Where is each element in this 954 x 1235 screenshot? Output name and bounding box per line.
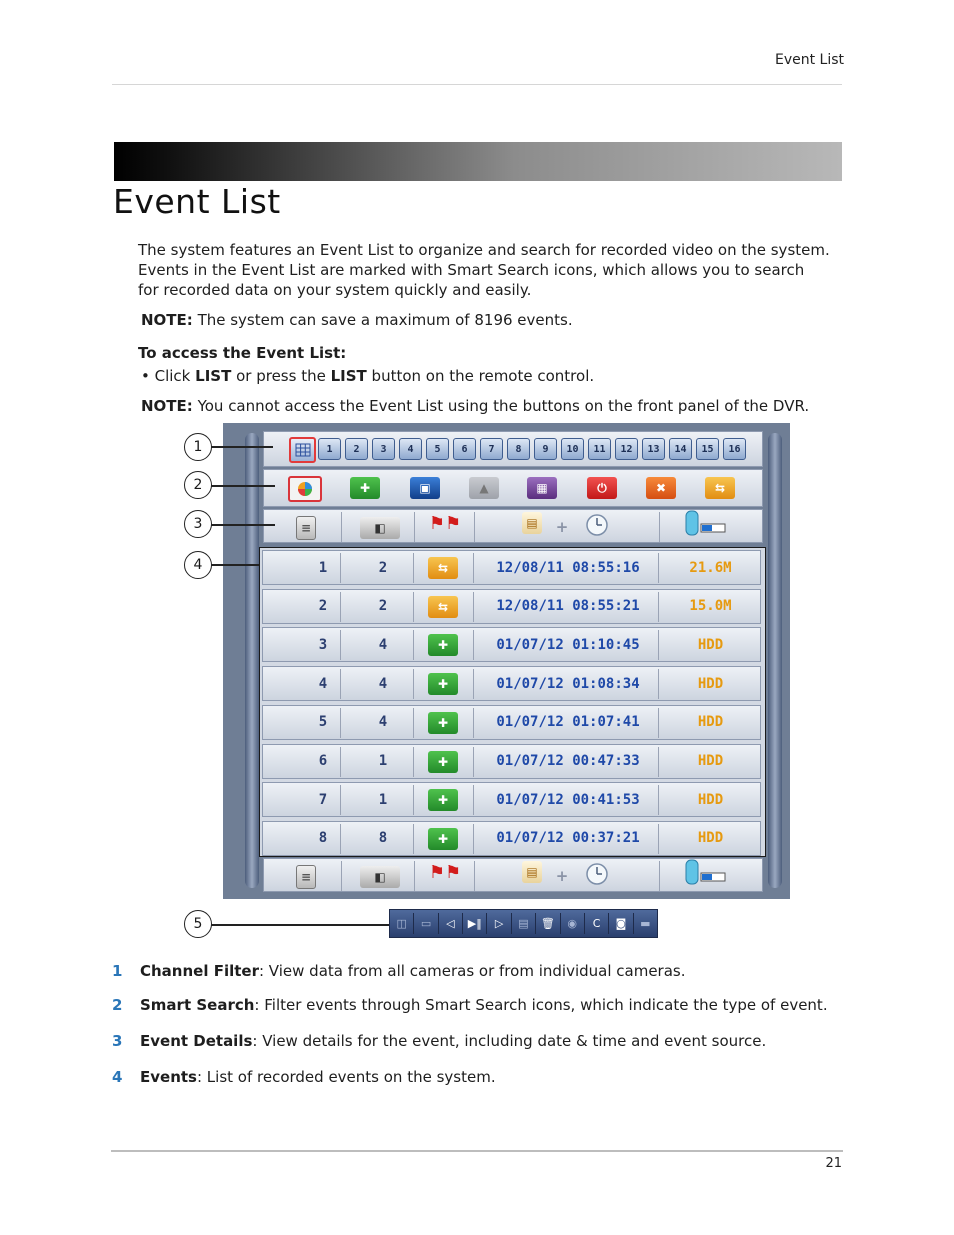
event-number: 5 xyxy=(318,714,328,731)
channel-button-14[interactable]: 14 xyxy=(669,438,692,460)
left-rail xyxy=(245,433,259,888)
event-channel: 2 xyxy=(378,598,388,615)
rewind-icon[interactable]: ◁ xyxy=(439,913,463,934)
video-loss-icon[interactable]: ▣ xyxy=(410,477,440,499)
plus-icon: + xyxy=(555,867,569,885)
camera-icon[interactable]: ◧ xyxy=(360,517,400,539)
event-number: 1 xyxy=(318,559,328,576)
usb-event-icon: ⇆ xyxy=(428,596,458,618)
events-list-frame xyxy=(259,547,766,857)
motion-run-icon: ✚ xyxy=(428,712,458,734)
channel-button-3[interactable]: 3 xyxy=(372,438,395,460)
storage-icon[interactable] xyxy=(682,861,728,883)
table-row[interactable] xyxy=(262,705,761,740)
callout-2: 2 xyxy=(184,471,212,499)
event-datetime: 12/08/11 08:55:16 xyxy=(496,559,640,576)
document-icon[interactable]: ≡ xyxy=(296,865,316,889)
event-size: HDD xyxy=(697,675,724,692)
footer-rule xyxy=(111,1150,843,1152)
calendar-icon[interactable]: ▤ xyxy=(522,512,542,534)
channel-button-2[interactable]: 2 xyxy=(345,438,368,460)
snapshot-icon[interactable]: ◙ xyxy=(609,913,633,934)
event-number: 2 xyxy=(318,598,328,615)
event-datetime: 01/07/12 01:07:41 xyxy=(496,714,640,731)
event-number: 7 xyxy=(318,791,328,808)
channel-button-16[interactable]: 16 xyxy=(723,438,746,460)
event-size: HDD xyxy=(697,636,724,653)
callout-5-line xyxy=(211,924,389,926)
table-row[interactable] xyxy=(262,782,761,817)
delete-icon[interactable]: 🗑 xyxy=(536,913,560,934)
event-channel: 4 xyxy=(378,636,388,653)
pin-event-icon[interactable]: ✖ xyxy=(646,477,676,499)
callout-1-line xyxy=(211,446,273,448)
motion-run-icon: ✚ xyxy=(428,789,458,811)
running-header: Event List xyxy=(774,52,844,68)
motion-run-icon: ✚ xyxy=(428,634,458,656)
event-datetime: 01/07/12 00:41:53 xyxy=(496,791,640,808)
page-title: Event List xyxy=(113,182,281,221)
event-size: HDD xyxy=(697,791,724,808)
calendar-icon[interactable]: ▤ xyxy=(522,861,542,883)
callout-2-line xyxy=(211,485,275,487)
legend-item-1: 1 Channel Filter: View data from all cameras or from individual cameras. xyxy=(112,962,686,980)
page-number: 21 xyxy=(825,1156,842,1171)
disk-icon[interactable]: ◉ xyxy=(561,913,585,934)
event-channel: 4 xyxy=(378,714,388,731)
callout-3: 3 xyxy=(184,510,212,538)
event-size: 21.6M xyxy=(689,559,732,576)
all-channels-grid-icon[interactable] xyxy=(289,437,316,463)
event-number: 3 xyxy=(318,636,328,653)
intro-line-1: The system features an Event List to organize and search for recorded video on the system. xyxy=(138,241,830,259)
alarm-disabled-icon[interactable]: ▲ xyxy=(469,477,499,499)
table-row[interactable] xyxy=(262,627,761,662)
all-events-color-icon[interactable] xyxy=(288,476,322,502)
clock-icon[interactable] xyxy=(584,514,610,536)
header-rule xyxy=(112,84,842,85)
storage-icon[interactable] xyxy=(682,512,728,534)
intro-line-3: for recorded data on your system quickly and easily. xyxy=(138,281,532,299)
table-row[interactable] xyxy=(262,550,761,585)
event-channel: 8 xyxy=(378,830,388,847)
intro-line-2: Events in the Event List are marked with Smart Search icons, which allows you to search xyxy=(138,261,805,279)
document-icon[interactable]: ≡ xyxy=(296,516,316,540)
channel-button-9[interactable]: 9 xyxy=(534,438,557,460)
minimize-icon[interactable]: ▬ xyxy=(640,917,651,930)
event-number: 4 xyxy=(318,675,328,692)
event-channel: 2 xyxy=(378,559,388,576)
smart-search-bar xyxy=(263,469,763,507)
table-row[interactable] xyxy=(262,589,761,624)
event-size: HDD xyxy=(697,830,724,847)
callout-3-line xyxy=(211,524,275,526)
event-datetime: 01/07/12 01:08:34 xyxy=(496,675,640,692)
event-list-screenshot xyxy=(223,423,790,899)
callout-4: 4 xyxy=(184,551,212,579)
play-pause-icon[interactable]: ▶‖ xyxy=(463,913,487,934)
channel-button-12[interactable]: 12 xyxy=(615,438,638,460)
table-row[interactable] xyxy=(262,666,761,701)
note-1: NOTE: The system can save a maximum of 8196 events. xyxy=(141,311,573,329)
channel-button-5[interactable]: 5 xyxy=(426,438,449,460)
event-datetime: 12/08/11 08:55:21 xyxy=(496,598,640,615)
playback-toolbar xyxy=(389,909,658,938)
power-event-icon[interactable]: ⏻ xyxy=(587,477,617,499)
event-channel: 4 xyxy=(378,675,388,692)
camera-icon[interactable]: ◧ xyxy=(360,866,400,888)
list-icon[interactable]: ▤ xyxy=(512,913,536,934)
table-row[interactable] xyxy=(262,744,761,779)
event-channel: 1 xyxy=(378,791,388,808)
motion-run-icon[interactable]: ✚ xyxy=(350,477,380,499)
callout-1: 1 xyxy=(184,433,212,461)
clock-icon[interactable] xyxy=(584,863,610,885)
prev-page-icon[interactable]: ◫ xyxy=(390,913,414,934)
legend-item-2: 2 Smart Search: Filter events through Smart Search icons, which indicate the type of event. xyxy=(112,996,828,1014)
channel-button-10[interactable]: 10 xyxy=(561,438,584,460)
event-size: 15.0M xyxy=(689,598,732,615)
right-rail xyxy=(768,433,782,888)
flags-icon[interactable]: ⚑⚑ xyxy=(428,861,462,883)
event-number: 8 xyxy=(318,830,328,847)
channel-button-4[interactable]: 4 xyxy=(399,438,422,460)
channel-button-1[interactable]: 1 xyxy=(318,438,341,460)
legend-item-3: 3 Event Details: View details for the event, including date & time and event source. xyxy=(112,1032,767,1050)
callout-5: 5 xyxy=(184,910,212,938)
note-2: NOTE: You cannot access the Event List using the buttons on the front panel of the DVR. xyxy=(141,397,810,415)
channel-button-6[interactable]: 6 xyxy=(453,438,476,460)
event-details-header xyxy=(263,509,763,543)
event-details-footer xyxy=(263,858,763,892)
plus-icon: + xyxy=(555,518,569,536)
usb-event-icon[interactable]: ⇆ xyxy=(705,477,735,499)
flags-icon[interactable]: ⚑⚑ xyxy=(428,512,462,534)
event-size: HDD xyxy=(697,753,724,769)
event-number: 6 xyxy=(318,753,328,769)
event-channel: 1 xyxy=(378,753,388,769)
access-bullet: • Click LIST or press the LIST button on the remote control. xyxy=(141,367,595,385)
event-datetime: 01/07/12 01:10:45 xyxy=(496,636,640,653)
channel-button-8[interactable]: 8 xyxy=(507,438,530,460)
motion-run-icon: ✚ xyxy=(428,751,458,773)
forward-icon[interactable]: ▷ xyxy=(487,913,511,934)
motion-run-icon: ✚ xyxy=(428,673,458,695)
channel-button-11[interactable]: 11 xyxy=(588,438,611,460)
access-heading: To access the Event List: xyxy=(138,344,347,362)
refresh-icon[interactable]: C xyxy=(585,913,609,934)
callout-4-line xyxy=(211,564,259,566)
view-icon[interactable]: ▭ xyxy=(414,913,438,934)
event-datetime: 01/07/12 00:47:33 xyxy=(496,753,640,769)
channel-button-13[interactable]: 13 xyxy=(642,438,665,460)
channel-button-7[interactable]: 7 xyxy=(480,438,503,460)
usb-event-icon: ⇆ xyxy=(428,557,458,579)
legend-item-4: 4 Events: List of recorded events on the system. xyxy=(112,1068,496,1086)
event-size: HDD xyxy=(697,714,724,731)
channel-filter-bar xyxy=(263,431,763,467)
table-row[interactable] xyxy=(262,821,761,856)
channel-button-15[interactable]: 15 xyxy=(696,438,719,460)
film-event-icon[interactable]: ▦ xyxy=(527,477,557,499)
title-gradient-band xyxy=(114,142,842,181)
event-datetime: 01/07/12 00:37:21 xyxy=(496,830,640,847)
motion-run-icon: ✚ xyxy=(428,828,458,850)
